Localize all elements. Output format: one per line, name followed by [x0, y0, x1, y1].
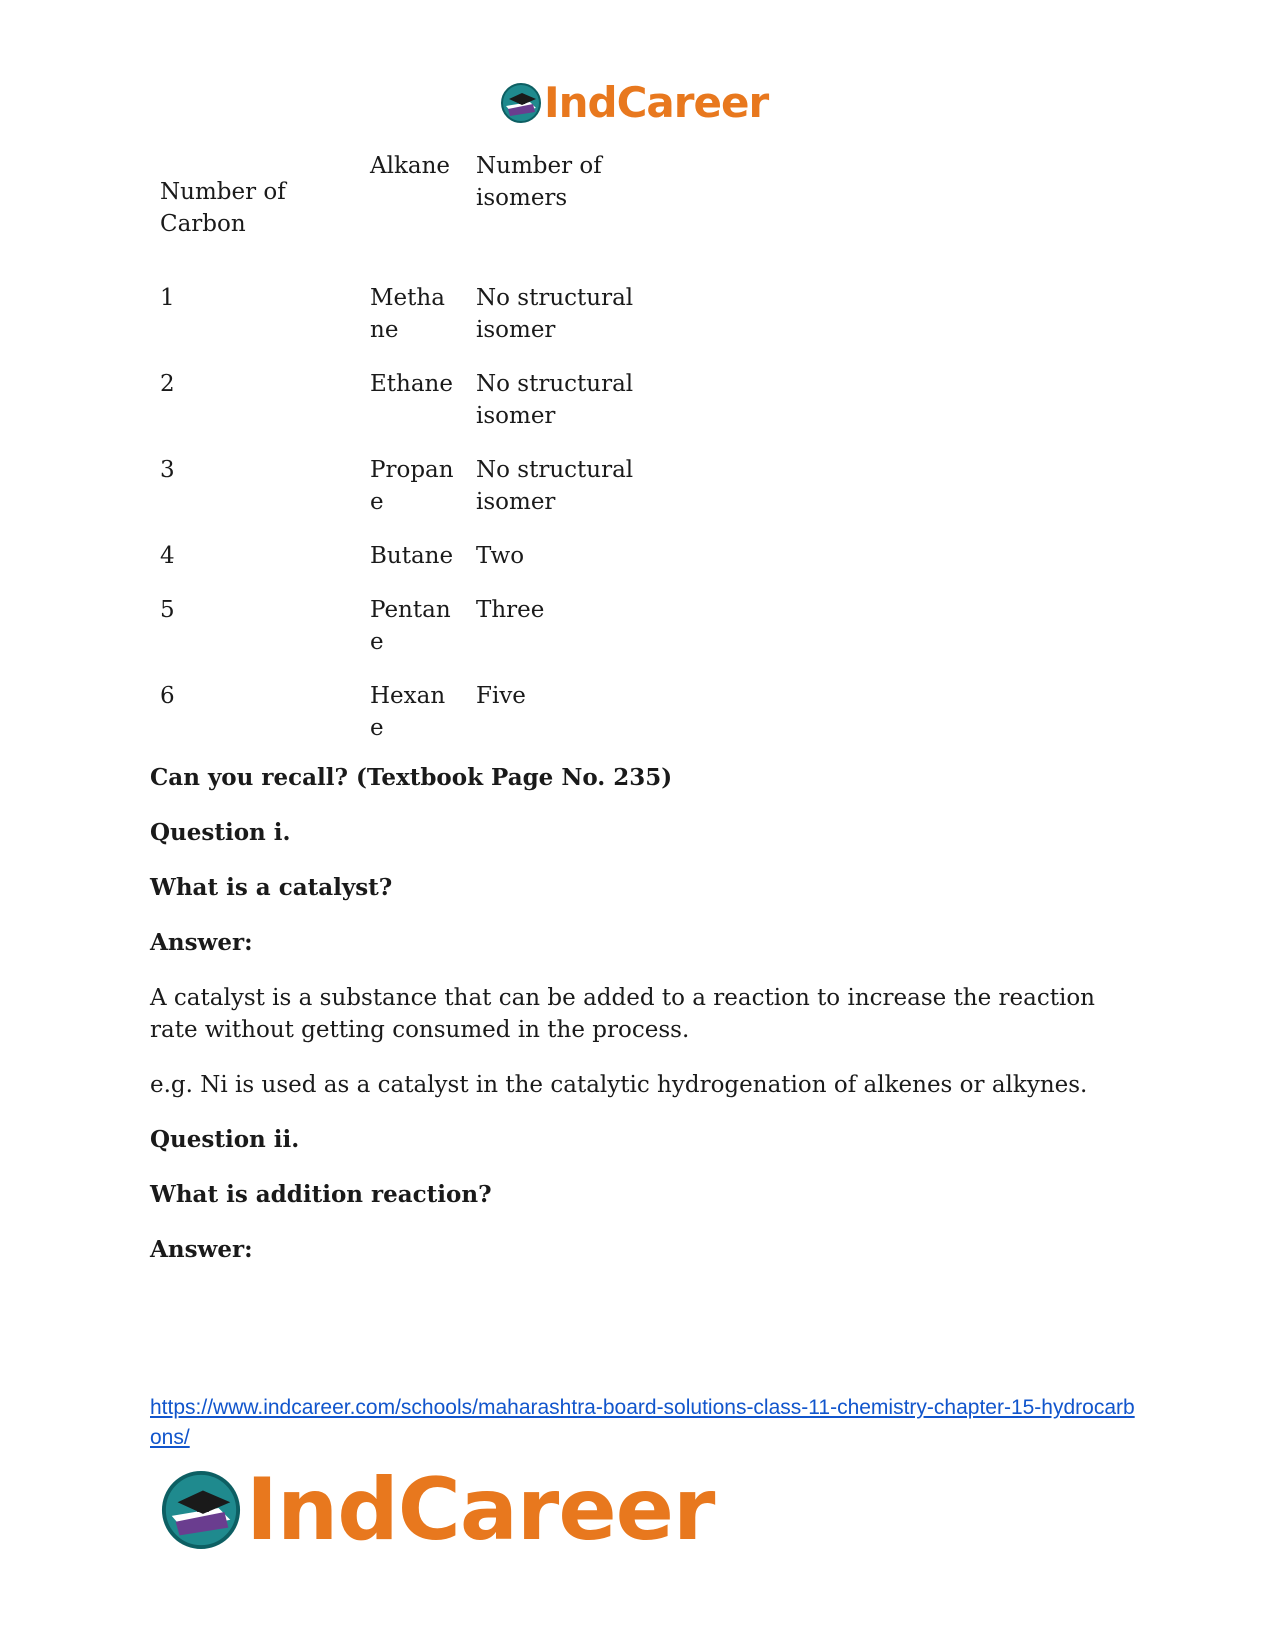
question-label: Question i.	[150, 819, 291, 846]
table-header-row	[150, 150, 666, 282]
cell-isomers: Five	[476, 683, 526, 709]
table-row	[150, 282, 666, 368]
graduation-cap-books-icon	[160, 1469, 242, 1551]
cell-carbon: 2	[160, 371, 175, 397]
cell-carbon: 5	[160, 597, 175, 623]
cell-alkane: Hexane	[370, 683, 446, 741]
header-number-of-isomers: Number of isomers	[476, 153, 602, 211]
question-label: Question ii.	[150, 1126, 300, 1153]
answer-example: e.g. Ni is used as a catalyst in the catalytic hydrogenation of alkenes or alkynes.	[150, 1072, 1088, 1098]
table-row	[150, 368, 666, 454]
cell-isomers: Two	[476, 543, 525, 569]
cell-alkane: Pentane	[370, 597, 451, 655]
cell-carbon: 6	[160, 683, 175, 709]
table-row	[150, 594, 666, 680]
table-row	[150, 540, 666, 594]
graduation-cap-books-icon	[500, 82, 542, 124]
cell-isomers: Three	[476, 597, 545, 623]
cell-carbon: 4	[160, 543, 175, 569]
table-row	[150, 680, 666, 766]
cell-alkane: Methane	[370, 285, 445, 343]
header-number-of-carbon: Number of Carbon	[160, 179, 286, 237]
cell-isomers: No structural isomer	[476, 285, 634, 343]
header-logo	[500, 78, 768, 128]
table-row	[150, 454, 666, 540]
brand-wordmark: IndCareer	[246, 1460, 715, 1560]
isomer-table	[150, 150, 666, 766]
section-heading: Can you recall? (Textbook Page No. 235)	[150, 764, 673, 791]
cell-alkane: Butane	[370, 543, 454, 569]
cell-alkane: Ethane	[370, 371, 453, 397]
answer-label: Answer:	[150, 929, 253, 956]
answer-label: Answer:	[150, 1236, 253, 1263]
header-alkane: Alkane	[370, 153, 451, 179]
cell-carbon: 3	[160, 457, 175, 483]
brand-wordmark: IndCareer	[544, 78, 769, 127]
source-link[interactable]: https://www.indcareer.com/schools/maharashtra-board-solutions-class-11-chemistry-chapter-15-hydrocarbons/	[150, 1396, 1135, 1449]
cell-isomers: No structural isomer	[476, 457, 634, 515]
cell-alkane: Propane	[370, 457, 454, 515]
footer-logo	[160, 1462, 714, 1558]
question-text: What is addition reaction?	[150, 1181, 492, 1208]
cell-carbon: 1	[160, 285, 175, 311]
answer-paragraph: A catalyst is a substance that can be added to a reaction to increase the reaction rate without getting consumed in the process.	[150, 985, 1095, 1043]
qa-section	[150, 762, 1130, 1289]
cell-isomers: No structural isomer	[476, 371, 634, 429]
question-text: What is a catalyst?	[150, 874, 393, 901]
